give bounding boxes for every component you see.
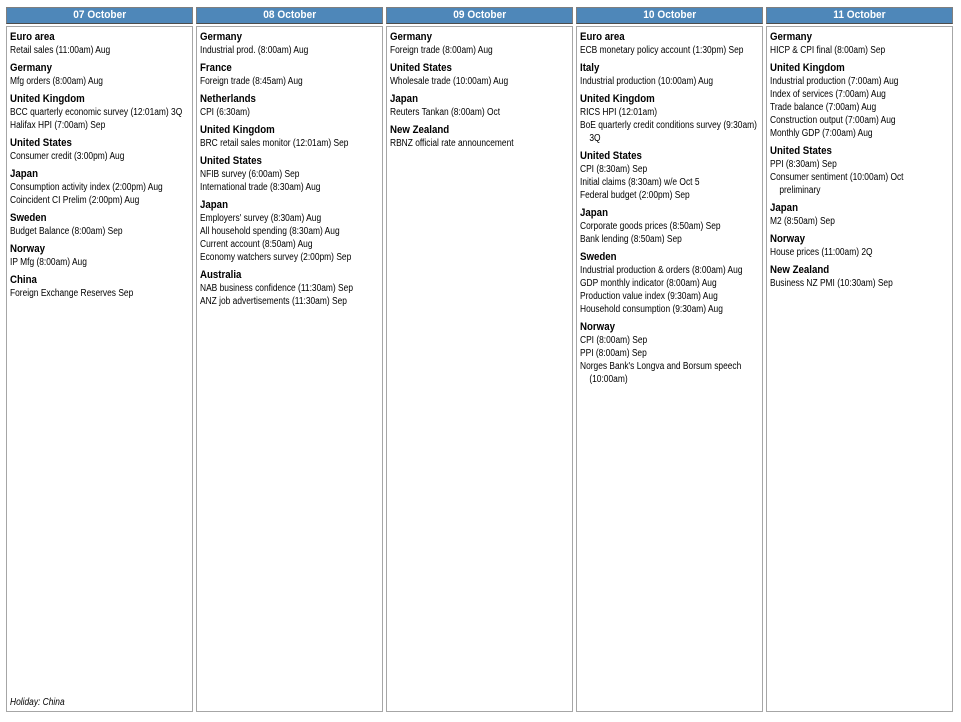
event-item: Trade balance (7:00am) Aug xyxy=(770,102,877,113)
column-date-label: 07 October xyxy=(73,9,126,21)
country-group xyxy=(580,62,762,88)
country-label: Germany xyxy=(10,62,52,74)
country-group xyxy=(390,31,572,57)
column-body xyxy=(386,26,573,712)
country-label: United States xyxy=(10,137,72,149)
event-item: Mfg orders (8:00am) Aug xyxy=(10,76,103,87)
event-item: Consumer sentiment (10:00am) Oct xyxy=(770,172,904,183)
country-group xyxy=(10,62,192,88)
event-item: Norges Bank's Longva and Borsum speech xyxy=(580,361,742,372)
event-item: House prices (11:00am) 2Q xyxy=(770,247,873,258)
calendar-column xyxy=(196,7,383,712)
event-item: CPI (8:00am) Sep xyxy=(580,335,648,346)
event-item: HICP & CPI final (8:00am) Sep xyxy=(770,45,886,56)
event-item: Business NZ PMI (10:30am) Sep xyxy=(770,278,893,289)
country-group xyxy=(200,93,382,119)
country-group xyxy=(200,155,382,194)
event-item: Current account (8:50am) Aug xyxy=(200,239,313,250)
event-item: ECB monetary policy account (1:30pm) Sep xyxy=(580,45,744,56)
country-label: Netherlands xyxy=(200,93,256,105)
country-group xyxy=(10,137,192,163)
country-group xyxy=(390,124,572,150)
country-group xyxy=(770,233,952,259)
event-item: (10:00am) xyxy=(580,374,628,385)
country-group xyxy=(580,251,762,316)
column-date-label: 09 October xyxy=(453,9,506,21)
country-group xyxy=(390,62,572,88)
country-group xyxy=(200,199,382,264)
country-group xyxy=(580,31,762,57)
country-label: Norway xyxy=(770,233,805,245)
event-item: PPI (8:30am) Sep xyxy=(770,159,837,170)
event-item: Foreign trade (8:00am) Aug xyxy=(390,45,493,56)
event-item: Halifax HPI (7:00am) Sep xyxy=(10,120,106,131)
column-header xyxy=(766,7,953,24)
country-group xyxy=(580,321,762,386)
country-group xyxy=(770,62,952,140)
event-item: Employers' survey (8:30am) Aug xyxy=(200,213,322,224)
country-group xyxy=(10,243,192,269)
country-group xyxy=(580,207,762,246)
country-label: New Zealand xyxy=(770,264,830,276)
event-item: NFIB survey (6:00am) Sep xyxy=(200,169,300,180)
column-body xyxy=(576,26,763,712)
country-label: Sweden xyxy=(580,251,617,263)
country-label: Japan xyxy=(10,168,38,180)
event-item: Monthly GDP (7:00am) Aug xyxy=(770,128,873,139)
event-item: Bank lending (8:50am) Sep xyxy=(580,234,682,245)
event-item: International trade (8:30am) Aug xyxy=(200,182,321,193)
column-body xyxy=(196,26,383,712)
column-body xyxy=(6,26,193,712)
column-body xyxy=(766,26,953,712)
country-label: United Kingdom xyxy=(200,124,275,136)
event-item: Industrial production (10:00am) Aug xyxy=(580,76,714,87)
event-item: Economy watchers survey (2:00pm) Sep xyxy=(200,252,352,263)
country-label: United Kingdom xyxy=(580,93,655,105)
event-item: Budget Balance (8:00am) Sep xyxy=(10,226,123,237)
country-label: Euro area xyxy=(580,31,625,43)
country-group xyxy=(580,150,762,202)
event-item: IP Mfg (8:00am) Aug xyxy=(10,257,87,268)
event-item: Household consumption (9:30am) Aug xyxy=(580,304,723,315)
event-item: M2 (8:50am) Sep xyxy=(770,216,835,227)
country-label: New Zealand xyxy=(390,124,450,136)
country-label: Japan xyxy=(390,93,418,105)
event-item: ANZ job advertisements (11:30am) Sep xyxy=(200,296,347,307)
country-label: United Kingdom xyxy=(10,93,85,105)
column-header xyxy=(196,7,383,24)
event-item: Production value index (9:30am) Aug xyxy=(580,291,718,302)
event-item: BoE quarterly credit conditions survey (9:30am) xyxy=(580,120,757,131)
event-item: Index of services (7:00am) Aug xyxy=(770,89,886,100)
event-item: All household spending (8:30am) Aug xyxy=(200,226,340,237)
event-item: Coincident CI Prelim (2:00pm) Aug xyxy=(10,195,140,206)
country-group xyxy=(390,93,572,119)
country-group xyxy=(580,93,762,145)
country-label: Germany xyxy=(770,31,812,43)
event-item: Federal budget (2:00pm) Sep xyxy=(580,190,690,201)
column-header xyxy=(6,7,193,24)
economic-calendar-board xyxy=(6,7,953,712)
event-item: Initial claims (8:30am) w/e Oct 5 xyxy=(580,177,700,188)
country-label: United States xyxy=(200,155,262,167)
country-label: Euro area xyxy=(10,31,55,43)
event-item: Reuters Tankan (8:00am) Oct xyxy=(390,107,501,118)
country-label: Japan xyxy=(580,207,608,219)
event-item: CPI (8:30am) Sep xyxy=(580,164,648,175)
calendar-column xyxy=(766,7,953,712)
country-group xyxy=(770,264,952,290)
event-item: Retail sales (11:00am) Aug xyxy=(10,45,111,56)
event-item: Corporate goods prices (8:50am) Sep xyxy=(580,221,721,232)
column-date-label: 08 October xyxy=(263,9,316,21)
event-item: NAB business confidence (11:30am) Sep xyxy=(200,283,353,294)
event-item: BRC retail sales monitor (12:01am) Sep xyxy=(200,138,349,149)
country-group xyxy=(770,202,952,228)
event-item: preliminary xyxy=(770,185,821,196)
event-item: Industrial prod. (8:00am) Aug xyxy=(200,45,309,56)
country-group xyxy=(770,31,952,57)
country-group xyxy=(770,145,952,197)
country-label: United States xyxy=(390,62,452,74)
event-item: CPI (6:30am) xyxy=(200,107,250,118)
country-label: Norway xyxy=(580,321,615,333)
event-item: Foreign trade (8:45am) Aug xyxy=(200,76,303,87)
event-item: Consumption activity index (2:00pm) Aug xyxy=(10,182,163,193)
column-date-label: 11 October xyxy=(833,9,886,21)
event-item: BCC quarterly economic survey (12:01am) 3Q xyxy=(10,107,183,118)
event-item: Construction output (7:00am) Aug xyxy=(770,115,896,126)
country-label: Norway xyxy=(10,243,45,255)
country-group xyxy=(10,93,192,132)
country-label: United States xyxy=(770,145,832,157)
country-group xyxy=(200,62,382,88)
event-item: Industrial production (7:00am) Aug xyxy=(770,76,899,87)
country-label: France xyxy=(200,62,232,74)
holiday-note: Holiday: China xyxy=(10,697,65,708)
calendar-column xyxy=(386,7,573,712)
country-label: Italy xyxy=(580,62,600,74)
country-label: Sweden xyxy=(10,212,47,224)
event-item: RICS HPI (12:01am) xyxy=(580,107,658,118)
country-label: Germany xyxy=(200,31,242,43)
column-header xyxy=(386,7,573,24)
event-item: Consumer credit (3:00pm) Aug xyxy=(10,151,125,162)
event-item: PPI (8:00am) Sep xyxy=(580,348,647,359)
country-group xyxy=(200,31,382,57)
calendar-column xyxy=(6,7,193,712)
column-date-label: 10 October xyxy=(643,9,696,21)
event-item: RBNZ official rate announcement xyxy=(390,138,514,149)
country-label: Germany xyxy=(390,31,432,43)
country-group xyxy=(10,31,192,57)
country-label: Japan xyxy=(770,202,798,214)
event-item: GDP monthly indicator (8:00am) Aug xyxy=(580,278,717,289)
country-group xyxy=(10,274,192,300)
country-group xyxy=(10,168,192,207)
event-item: Industrial production & orders (8:00am) Aug xyxy=(580,265,743,276)
column-header xyxy=(576,7,763,24)
country-label: Australia xyxy=(200,269,242,281)
country-group xyxy=(200,269,382,308)
country-label: United Kingdom xyxy=(770,62,845,74)
country-label: China xyxy=(10,274,37,286)
event-item: Foreign Exchange Reserves Sep xyxy=(10,288,134,299)
event-item: Wholesale trade (10:00am) Aug xyxy=(390,76,509,87)
calendar-column xyxy=(576,7,763,712)
country-group xyxy=(10,212,192,238)
country-label: United States xyxy=(580,150,642,162)
country-label: Japan xyxy=(200,199,228,211)
country-group xyxy=(200,124,382,150)
event-item: 3Q xyxy=(580,133,601,144)
